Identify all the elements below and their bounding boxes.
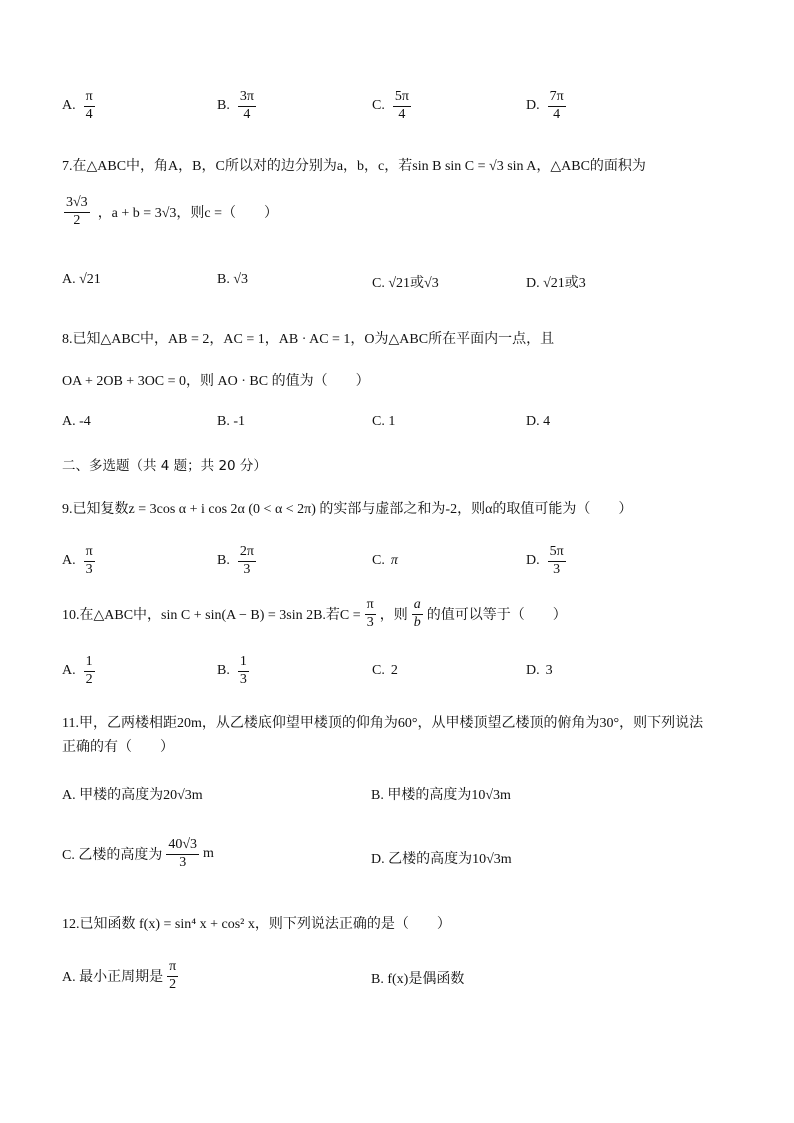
q8-stem-line2: OA + 2OB + 3OC = 0，则 AO · BC 的值为（ ） xyxy=(62,374,370,389)
q9-stem: 9.已知复数z = 3cos α + i cos 2α (0 < α < 2π) 的实部与虚部之和为-2，则α的取值可能为（ ） xyxy=(62,502,633,517)
q11-option-a: A. 甲楼的高度为20√3m xyxy=(62,788,203,803)
q12-option-b: B. f(x)是偶函数 xyxy=(371,972,465,987)
q7-stem-rest: ，a + b = 3√3，则c =（ ） xyxy=(97,206,278,222)
frac-den: 3 xyxy=(239,671,247,687)
option-label: C. xyxy=(372,553,385,568)
q11-option-b: B. 甲楼的高度为10√3m xyxy=(371,788,511,803)
option-text: C. 乙楼的高度为 xyxy=(62,848,163,864)
q10-option-d xyxy=(526,663,553,679)
frac-den: 2 xyxy=(85,671,93,687)
q10-stem-post: 的值可以等于（ ） xyxy=(426,608,567,624)
q8-option-b: B. -1 xyxy=(217,414,245,429)
option-fraction xyxy=(166,838,199,870)
q6-option-a xyxy=(62,90,97,122)
q6-option-d xyxy=(526,90,568,122)
q11-option-d: D. 乙楼的高度为10√3m xyxy=(371,852,512,867)
frac-num: 3π xyxy=(238,90,256,107)
frac-den: 4 xyxy=(243,106,251,122)
option-label: D. xyxy=(526,663,540,678)
q10-stem-mid: ，则 xyxy=(379,608,408,624)
frac-num: 2π xyxy=(238,545,256,562)
option-fraction xyxy=(548,545,566,577)
frac-num: 5π xyxy=(393,90,411,107)
option-value: 3 xyxy=(545,663,553,678)
option-label: C. xyxy=(372,663,385,678)
frac-num: π xyxy=(84,90,95,107)
option-fraction xyxy=(548,90,566,122)
frac-num: 3√3 xyxy=(64,196,90,213)
frac-den: 3 xyxy=(85,561,93,577)
option-label: C. xyxy=(372,98,385,114)
frac-num: 7π xyxy=(548,90,566,107)
option-fraction xyxy=(238,545,256,577)
q6-option-c xyxy=(372,90,413,122)
q10-option-a xyxy=(62,655,97,687)
q7-option-d: D. √21或3 xyxy=(526,276,586,291)
q6-option-b xyxy=(217,90,258,122)
frac-den: 4 xyxy=(553,106,561,122)
q12-stem: 12.已知函数 f(x) = sin⁴ x + cos² x，则下列说法正确的是（ ） xyxy=(62,917,451,932)
q10-ratio-fraction xyxy=(412,598,423,630)
q8-option-a: A. -4 xyxy=(62,414,91,429)
option-label: A. xyxy=(62,663,76,679)
q9-option-c xyxy=(372,553,398,569)
frac-den: 2 xyxy=(169,976,177,992)
q7-option-c: C. √21或√3 xyxy=(372,276,439,291)
frac-num: 1 xyxy=(84,655,95,672)
option-label: B. xyxy=(217,663,230,679)
frac-num: π xyxy=(167,960,178,977)
frac-num: π xyxy=(365,598,376,615)
frac-num: 40√3 xyxy=(166,838,199,855)
option-value: π xyxy=(390,553,398,568)
frac-den: 3 xyxy=(243,561,251,577)
option-fraction xyxy=(393,90,411,122)
q11-stem-line2: 正确的有（ ） xyxy=(62,740,174,755)
q10-option-b xyxy=(217,655,251,687)
q10-stem-pre: 10.在△ABC中，sin C + sin(A − B) = 3sin 2B.若C = xyxy=(62,608,361,624)
frac-den: 2 xyxy=(73,212,81,228)
q7-option-a: A. √21 xyxy=(62,272,101,287)
option-value: 2 xyxy=(390,663,398,678)
q7-stem-line1: 7.在△ABC中，角A，B，C所以对的边分别为a，b，c，若sin B sin C = √3 sin A，△ABC的面积为 xyxy=(62,159,646,174)
q11-stem-line1: 11.甲，乙两楼相距20m，从乙楼底仰望甲楼顶的仰角为60°，从甲楼顶望乙楼顶的俯角为30°，则下列说法 xyxy=(62,716,704,731)
q8-option-d: D. 4 xyxy=(526,414,551,429)
option-label: A. xyxy=(62,553,76,569)
frac-num: π xyxy=(84,545,95,562)
q9-option-a xyxy=(62,545,97,577)
frac-den: 3 xyxy=(553,561,561,577)
option-label: D. xyxy=(526,98,540,114)
q7-area-fraction xyxy=(64,196,90,228)
option-label: A. xyxy=(62,98,76,114)
frac-num: a xyxy=(412,598,423,615)
frac-num: 1 xyxy=(238,655,249,672)
frac-den: b xyxy=(413,614,421,630)
frac-den: 4 xyxy=(398,106,406,122)
option-text: A. 最小正周期是 xyxy=(62,970,164,986)
q10-c-fraction xyxy=(365,598,376,630)
option-fraction xyxy=(84,90,95,122)
option-fraction xyxy=(84,655,95,687)
option-fraction xyxy=(84,545,95,577)
option-label: B. xyxy=(217,98,230,114)
q8-stem-line1: 8.已知△ABC中，AB = 2，AC = 1，AB · AC = 1，O为△ABC所在平面内一点，且 xyxy=(62,332,555,347)
q9-option-d xyxy=(526,545,568,577)
frac-num: 5π xyxy=(548,545,566,562)
q7-option-b: B. √3 xyxy=(217,272,249,287)
option-unit: m xyxy=(203,846,214,862)
option-label: B. xyxy=(217,553,230,569)
option-fraction xyxy=(238,655,249,687)
section-heading: 二、多选题（共 4 题；共 20 分） xyxy=(62,458,267,474)
q7-stem-line2 xyxy=(62,196,278,228)
option-label: D. xyxy=(526,553,540,569)
q12-option-a xyxy=(62,960,180,992)
frac-den: 3 xyxy=(179,854,187,870)
q10-stem xyxy=(62,598,567,630)
frac-den: 4 xyxy=(85,106,93,122)
q8-option-c: C. 1 xyxy=(372,414,396,429)
q11-option-c xyxy=(62,838,214,870)
frac-den: 3 xyxy=(366,614,374,630)
option-fraction xyxy=(167,960,178,992)
q10-option-c xyxy=(372,663,398,679)
q9-option-b xyxy=(217,545,258,577)
option-fraction xyxy=(238,90,256,122)
